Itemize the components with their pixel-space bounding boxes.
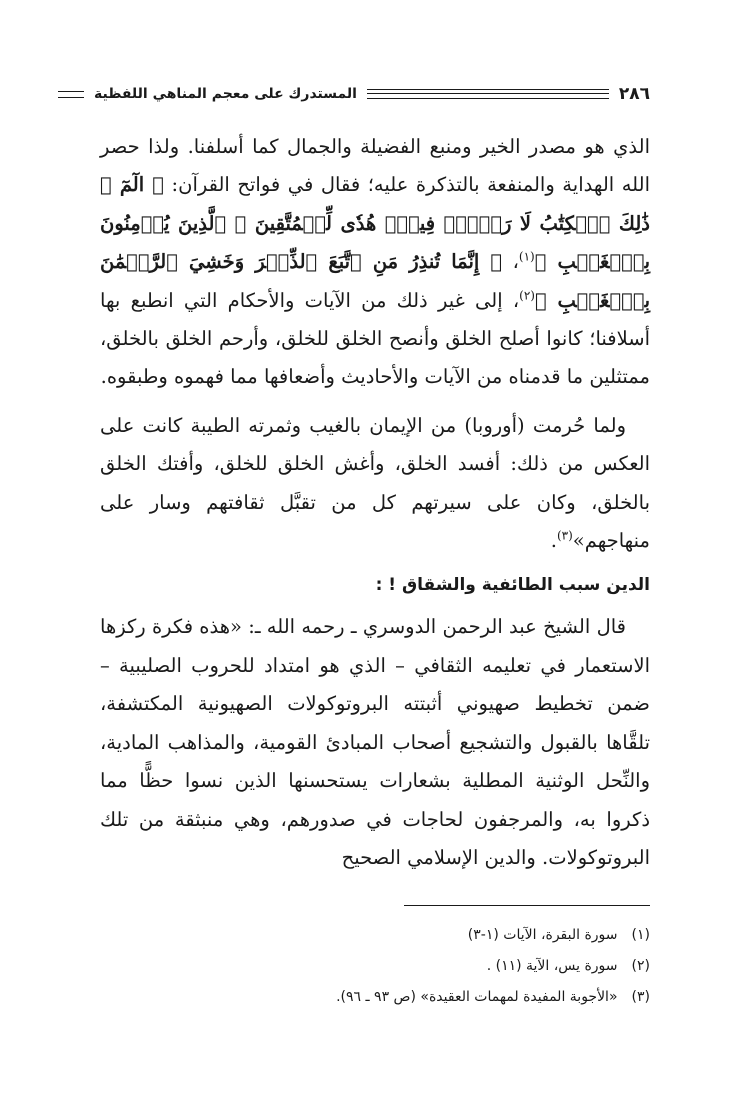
footnote-text: سورة يس، الآية (١١) . bbox=[486, 958, 618, 974]
footnote bbox=[100, 951, 650, 982]
paragraph-1 bbox=[100, 128, 650, 397]
quran-quote: ﴿ الٓمٓ ۞ ذَٰلِكَ ٱلۡكِتَٰبُ لَا رَيۡبَۛ فِيهِۛ هُدٗى لِّلۡمُتَّقِينَ ۞ ٱلَّذِينَ يُؤۡمِنُونَ بِٱلۡغَيۡبِ ﴾ bbox=[100, 173, 650, 274]
page-number: ٢٨٦ bbox=[618, 84, 650, 104]
footnote-text: «الأجوبة المفيدة لمهمات العقيدة» (ص ٩٣ ـ ٩٦). bbox=[336, 989, 618, 1005]
text-run: . bbox=[550, 529, 557, 553]
text-run: قال الشيخ عبد الرحمن الدوسري ـ رحمه الله ـ: «هذه فكرة ركزها الاستعمار في تعليمه الثقافي – الذي هو امتداد للحروب الصليبية – ضمن تخطيط صهيوني أثبتته البروتوكولات الصهيونية المكتشفة، تلقَّاها بالقبول والتشجيع أصحاب المبادئ القومية، والمذاهب المادية، والنِّحل الوثنية المطلية بشعارات يستحسنها الذين نسوا حظًّا مما ذكروا به، والمرجفون لحاجات في صدورهم، وهي منبثقة من تلك البروتوكولات. والدين الإسلامي الصحيح bbox=[100, 615, 650, 869]
footnote bbox=[100, 982, 650, 1013]
running-header bbox=[58, 82, 650, 106]
footnote-number: (١) bbox=[631, 927, 650, 943]
footnotes bbox=[100, 920, 650, 1013]
footnote-separator bbox=[404, 905, 650, 906]
header-rule-short bbox=[58, 91, 84, 98]
paragraph-3 bbox=[100, 608, 650, 877]
footnote-number: (٢) bbox=[631, 958, 650, 974]
footnote bbox=[100, 920, 650, 951]
running-title: المستدرك على معجم المناهي اللفظية bbox=[94, 86, 357, 102]
footnote-marker: (١) bbox=[518, 249, 535, 264]
quran-quote: ﴿ إِنَّمَا تُنذِرُ مَنِ ٱتَّبَعَ ٱلذِّكۡرَ وَخَشِيَ ٱلرَّحۡمَٰنَ بِٱلۡغَيۡبِ ﴾ bbox=[100, 250, 650, 312]
text-run: ولما حُرمت (أوروبا) من الإيمان بالغيب وثمرته الطيبة كانت على العكس من ذلك: أفسد الخلق، وأغش الخلق للخلق، وأفتك الخلق بالخلق، وكان على سيرتهم كل من تقبَّل ثقافتهم وسار على منهاجهم» bbox=[100, 413, 650, 553]
section-heading: الدين سبب الطائفية والشقاق ! : bbox=[375, 575, 650, 596]
footnote-text: سورة البقرة، الآيات (١-٣) bbox=[467, 927, 618, 943]
footnote-marker: (٢) bbox=[519, 288, 535, 303]
main-text bbox=[100, 128, 650, 877]
paragraph-2 bbox=[100, 407, 650, 561]
text-run: ، bbox=[502, 250, 519, 274]
text-run: الذي هو مصدر الخير ومنبع الفضيلة والجمال كما أسلفنا. ولذا حصر الله الهداية والمنفعة بالتذكرة عليه؛ فقال في فواتح القرآن: bbox=[100, 135, 650, 197]
text-run: ، إلى غير ذلك من الآيات والأحكام التي انطبع بها أسلافنا؛ كانوا أصلح الخلق وأنصح الخلق للخلق، وأرحم الخلق بالخلق، ممتثلين ما قدمناه من الآيات والأحاديث وأضعافها مما فهموه وطبقوه. bbox=[100, 288, 650, 389]
footnote-number: (٣) bbox=[631, 989, 650, 1005]
header-rule bbox=[367, 89, 609, 99]
footnote-marker: (٣) bbox=[556, 528, 573, 543]
